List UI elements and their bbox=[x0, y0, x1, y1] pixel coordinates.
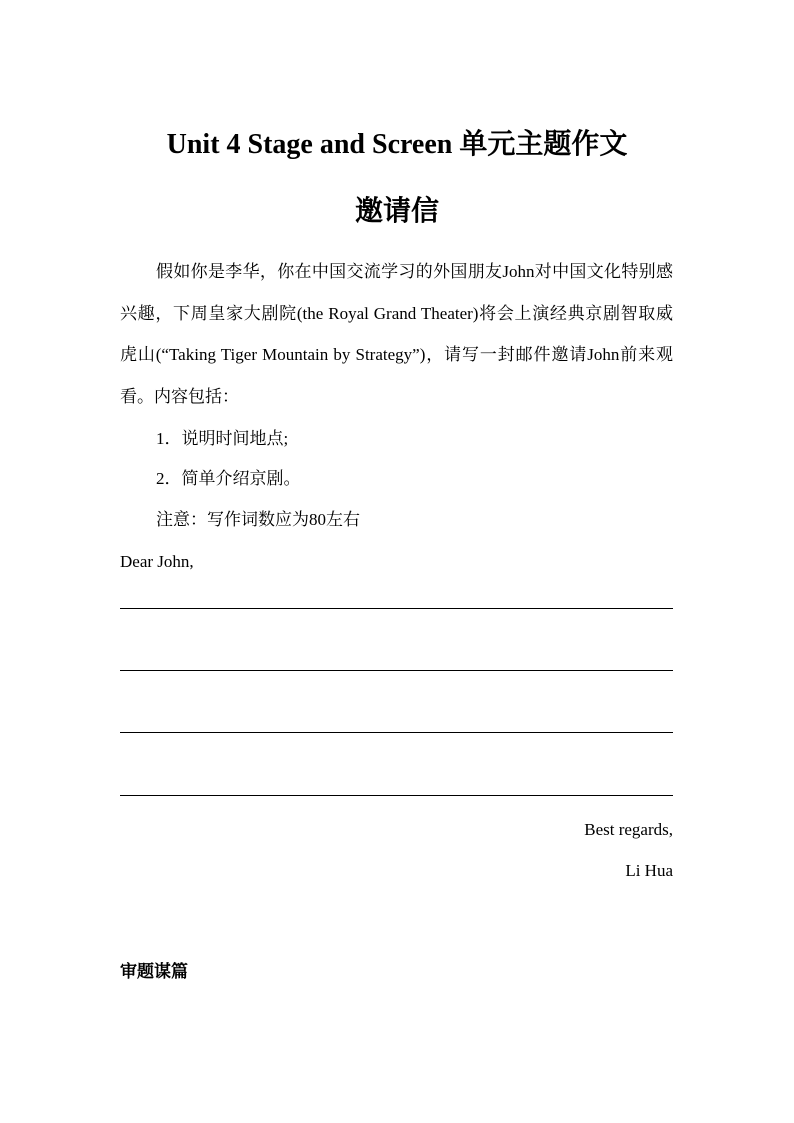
requirement-item-1: 1．说明时间地点; bbox=[156, 429, 289, 448]
word-count-note: 注意：写作词数应为80左右 bbox=[156, 510, 360, 529]
document-subtitle: 邀请信 bbox=[354, 196, 439, 227]
section-heading: 审题谋篇 bbox=[120, 962, 188, 981]
writing-line-3 bbox=[120, 732, 673, 733]
letter-salutation: Dear John, bbox=[120, 552, 194, 571]
writing-prompt: 假如你是李华，你在中国交流学习的外国朋友John对中国文化特别感兴趣，下周皇家大剧院(the Royal Grand Theater)将会上演经典京剧智取威虎山(“Taking Tiger Mountain by Strategy”)，请写一封邮件邀请John前来观看。内容包括： bbox=[120, 262, 673, 406]
writing-line-4 bbox=[120, 795, 673, 796]
document-title: Unit 4 Stage and Screen 单元主题作文 bbox=[166, 129, 628, 160]
letter-signature: Li Hua bbox=[625, 861, 673, 880]
letter-closing: Best regards, bbox=[584, 820, 673, 839]
requirement-item-2: 2．简单介绍京剧。 bbox=[156, 469, 301, 488]
writing-line-2 bbox=[120, 670, 673, 671]
writing-line-1 bbox=[120, 608, 673, 609]
